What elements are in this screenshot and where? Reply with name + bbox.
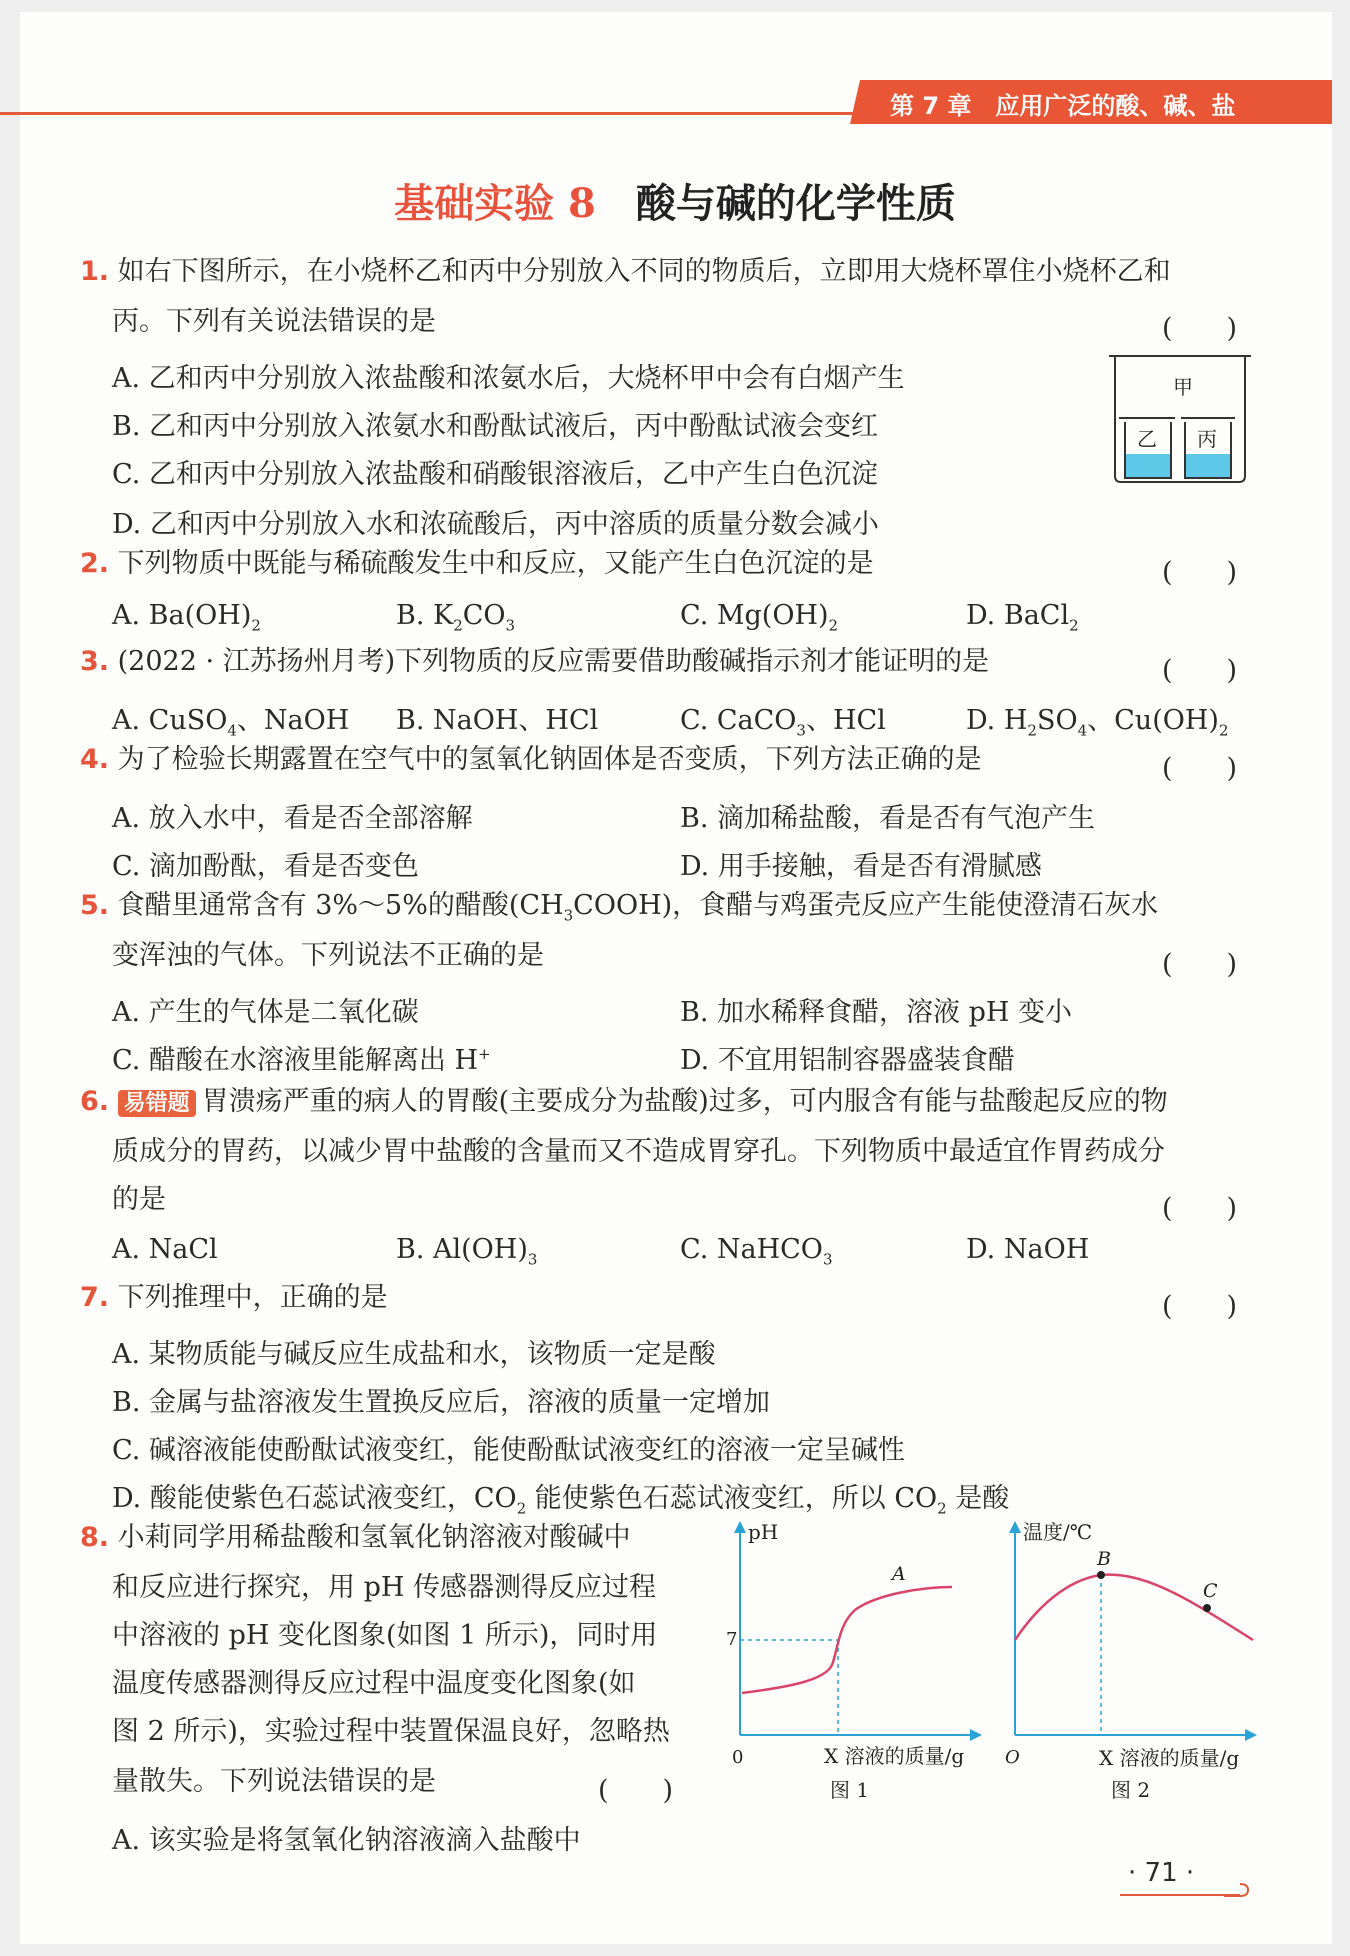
q1-option-a: A. 乙和丙中分别放入浓盐酸和浓氨水后，大烧杯甲中会有白烟产生 xyxy=(112,363,905,394)
question-6-line3: 的是 xyxy=(112,1184,166,1215)
q3-option-b: B. NaOH、HCl xyxy=(396,705,599,736)
q5-option-a: A. 产生的气体是二氧化碳 xyxy=(112,997,419,1028)
q7-option-a: A. 某物质能与碱反应生成盐和水，该物质一定是酸 xyxy=(112,1339,716,1370)
answer-blank: ( ) xyxy=(1162,313,1238,344)
answer-blank: ( ) xyxy=(1162,1193,1238,1224)
figure-1-caption: 图 1 xyxy=(830,1778,870,1802)
chapter-title: 第 7 章 应用广泛的酸、碱、盐 xyxy=(890,92,1236,120)
experiment-name: 酸与碱的化学性质 xyxy=(635,180,956,227)
answer-blank: ( ) xyxy=(1162,655,1238,686)
answer-blank: ( ) xyxy=(598,1775,674,1806)
q5-option-d: D. 不宜用铝制容器盛装食醋 xyxy=(680,1045,1015,1076)
question-8-line4: 温度传感器测得反应过程中温度变化图象(如 xyxy=(112,1668,636,1699)
q6-option-a: A. NaCl xyxy=(112,1234,218,1265)
figure-2-caption: 图 2 xyxy=(1111,1778,1151,1802)
label-bing: 丙 xyxy=(1197,427,1217,451)
point-a-label: A xyxy=(892,1563,906,1585)
q4-option-a: A. 放入水中，看是否全部溶解 xyxy=(112,803,473,834)
q1-option-d: D. 乙和丙中分别放入水和浓硫酸后，丙中溶质的质量分数会减小 xyxy=(112,509,879,540)
beaker-figure xyxy=(1105,352,1255,486)
mistake-prone-tag: 易错题 xyxy=(118,1090,196,1117)
question-6-line2: 质成分的胃药，以减少胃中盐酸的含量而又不造成胃穿孔。下列物质中最适宜作胃药成分 xyxy=(112,1136,1165,1167)
question-8-line5: 图 2 所示)，实验过程中装置保温良好，忽略热 xyxy=(112,1716,670,1747)
page-number: · 71 · xyxy=(1128,1858,1195,1888)
q4-option-d: D. 用手接触，看是否有滑腻感 xyxy=(680,851,1042,882)
q4-option-b: B. 滴加稀盐酸，看是否有气泡产生 xyxy=(680,803,1096,834)
temp-axis-label: 温度/℃ xyxy=(1023,1520,1093,1544)
answer-blank: ( ) xyxy=(1162,557,1238,588)
q7-option-c: C. 碱溶液能使酚酞试液变红，能使酚酞试液变红的溶液一定呈碱性 xyxy=(112,1435,905,1466)
q6-option-d: D. NaOH xyxy=(966,1234,1090,1265)
point-c-marker xyxy=(1203,1604,1211,1612)
question-8-line3: 中溶液的 pH 变化图象(如图 1 所示)，同时用 xyxy=(112,1620,658,1651)
temp-origin: O xyxy=(1005,1747,1020,1768)
question-5: 5. 食醋里通常含有 3%～5%的醋酸$(CH_3COOH)$，食醋与鸡蛋壳反应产生能使澄清石灰水 xyxy=(80,890,1159,925)
point-c-label: C xyxy=(1203,1580,1218,1602)
liquid-left xyxy=(1126,454,1170,477)
question-7: 7. 下列推理中，正确的是 xyxy=(80,1282,388,1313)
q1-option-c: C. 乙和丙中分别放入浓盐酸和硝酸银溶液后，乙中产生白色沉淀 xyxy=(112,459,878,490)
question-1: 1. 如右下图所示，在小烧杯乙和丙中分别放入不同的物质后，立即用大烧杯罩住小烧杯乙和 xyxy=(80,256,1171,287)
ph-tick-7: 7 xyxy=(726,1629,738,1650)
point-b-label: B xyxy=(1097,1548,1111,1570)
page-curl-icon xyxy=(1222,1880,1252,1904)
question-4: 4. 为了检验长期露置在空气中的氢氧化钠固体是否变质，下列方法正确的是 xyxy=(80,744,982,775)
q7-option-b: B. 金属与盐溶液发生置换反应后，溶液的质量一定增加 xyxy=(112,1387,771,1418)
question-3: 3. (2022 · 江苏扬州月考)下列物质的反应需要借助酸碱指示剂才能证明的是 xyxy=(80,646,990,677)
question-8-line2: 和反应进行探究，用 pH 传感器测得反应过程 xyxy=(112,1572,656,1603)
temp-x-label: X 溶液的质量/g xyxy=(1099,1746,1240,1770)
answer-blank: ( ) xyxy=(1162,1291,1238,1322)
ph-origin: 0 xyxy=(732,1747,744,1768)
q3-option-d: D. $H_2SO_4$、$Cu(OH)_2$ xyxy=(966,705,1229,740)
q4-option-c: C. 滴加酚酞，看是否变色 xyxy=(112,851,419,882)
q2-option-b: B. $K_2CO_3$ xyxy=(396,600,516,635)
temperature-graph xyxy=(995,1515,1265,1805)
label-yi: 乙 xyxy=(1137,427,1157,451)
q2-option-a: A. $Ba(OH)_2$ xyxy=(112,600,261,635)
q2-option-c: C. $Mg(OH)_2$ xyxy=(680,600,839,635)
q5-option-b: B. 加水稀释食醋，溶液 pH 变小 xyxy=(680,997,1073,1028)
q7-option-d: D. 酸能使紫色石蕊试液变红，$CO_2$ 能使紫色石蕊试液变红，所以 $CO_2$ 是酸 xyxy=(112,1483,1010,1518)
question-2: 2. 下列物质中既能与稀硫酸发生中和反应，又能产生白色沉淀的是 xyxy=(80,548,874,579)
label-jia: 甲 xyxy=(1173,375,1193,399)
experiment-label: 基础实验 8 xyxy=(394,180,596,227)
q6-option-c: C. NaHCO$_3$ xyxy=(680,1234,833,1269)
question-8: 8. 小莉同学用稀盐酸和氢氧化钠溶液对酸碱中 xyxy=(80,1522,631,1553)
answer-blank: ( ) xyxy=(1162,753,1238,784)
question-1-line2: 丙。下列有关说法错误的是 xyxy=(112,306,436,337)
q3-option-a: A. CuSO$_4$、NaOH xyxy=(112,705,350,740)
question-8-line6: 量散失。下列说法错误的是 xyxy=(112,1766,436,1797)
q1-option-b: B. 乙和丙中分别放入浓氨水和酚酞试液后，丙中酚酞试液会变红 xyxy=(112,411,879,442)
q3-option-c: C. CaCO$_3$、HCl xyxy=(680,705,886,740)
question-5-line2: 变浑浊的气体。下列说法不正确的是 xyxy=(112,940,544,971)
point-b-marker xyxy=(1097,1571,1105,1579)
page-title xyxy=(0,172,1350,229)
q2-option-d: D. BaCl$_2$ xyxy=(966,600,1079,635)
question-6: 6. 易错题 胃溃疡严重的病人的胃酸(主要成分为盐酸)过多，可内服含有能与盐酸起反应的物 xyxy=(80,1086,1168,1117)
ph-x-label: X 溶液的质量/g xyxy=(824,1744,965,1768)
q8-option-a: A. 该实验是将氢氧化钠溶液滴入盐酸中 xyxy=(112,1825,581,1856)
ph-axis-label: pH xyxy=(748,1520,779,1544)
ph-graph xyxy=(720,1515,990,1805)
liquid-right xyxy=(1186,454,1230,477)
q5-option-c: C. 醋酸在水溶液里能解离出 H+ xyxy=(112,1045,491,1076)
answer-blank: ( ) xyxy=(1162,949,1238,980)
q6-option-b: B. $Al(OH)_3$ xyxy=(396,1234,538,1269)
